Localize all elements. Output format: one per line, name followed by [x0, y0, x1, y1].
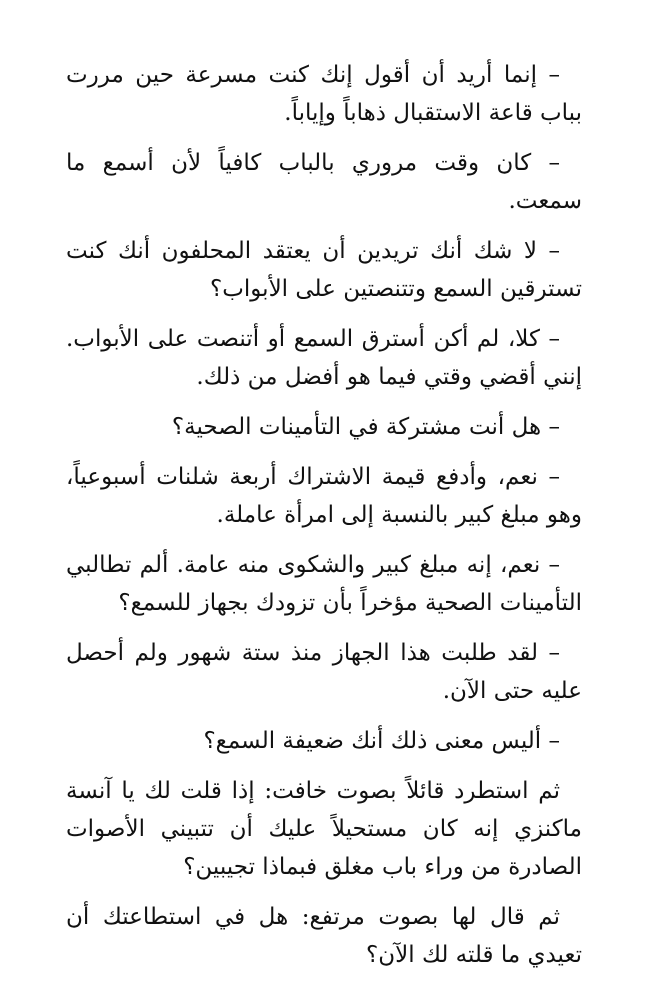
paragraph-3: – لا شك أنك تريدين أن يعتقد المحلفون أنك كنت تسترقين السمع وتتنصتين على الأبواب؟	[66, 238, 582, 302]
paragraph-8: – لقد طلبت هذا الجهاز منذ ستة شهور ولم أحصل عليه حتى الآن.	[66, 640, 582, 704]
paragraph-2: – كان وقت مروري بالباب كافياً لأن أسمع ما سمعت.	[66, 150, 582, 214]
document-page	[66, 56, 582, 986]
paragraph-6: – نعم، وأدفع قيمة الاشتراك أربعة شلنات أسبوعياً، وهو مبلغ كبير بالنسبة إلى امرأة عاملة.	[66, 464, 582, 528]
paragraph-1: – إنما أريد أن أقول إنك كنت مسرعة حين مررت بباب قاعة الاستقبال ذهاباً وإياباً.	[66, 62, 582, 126]
paragraph-11: ثم قال لها بصوت مرتفع: هل في استطاعتك أن تعيدي ما قلته لك الآن؟	[66, 904, 582, 968]
paragraph-7: – نعم، إنه مبلغ كبير والشكوى منه عامة. ألم تطالبي التأمينات الصحية مؤخراً بأن تزودك بجهاز للسمع؟	[66, 552, 582, 616]
paragraph-4: – كلا، لم أكن أسترق السمع أو أتنصت على الأبواب. إنني أقضي وقتي فيما هو أفضل من ذلك.	[66, 326, 582, 390]
paragraph-9: – أليس معنى ذلك أنك ضعيفة السمع؟	[203, 728, 560, 754]
paragraph-10: ثم استطرد قائلاً بصوت خافت: إذا قلت لك يا آنسة ماكنزي إنه كان مستحيلاً عليك أن تتبيني الأصوات الصادرة من وراء باب مغلق فبماذا تجيبين؟	[66, 778, 582, 880]
paragraph-5: – هل أنت مشتركة في التأمينات الصحية؟	[171, 414, 560, 440]
